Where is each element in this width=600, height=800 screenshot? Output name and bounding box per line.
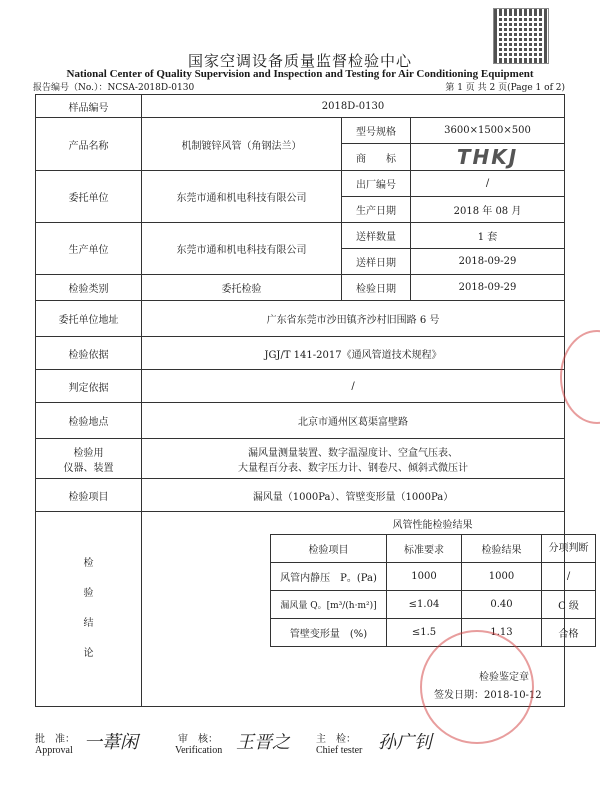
client-addr-label: 委托单位地址 xyxy=(36,301,142,337)
verify-cn: 审 核： xyxy=(178,734,218,745)
qty-label: 送样数量 xyxy=(342,223,411,249)
res-header-result: 检验结果 xyxy=(462,535,542,563)
qty-value: 1 套 xyxy=(411,223,565,249)
concl-char-3: 结 xyxy=(83,618,94,629)
res-cell: 合格 xyxy=(542,619,596,647)
model-value: 3600×1500×500 xyxy=(411,118,565,144)
basis-value: JGJ/T 141-2017《通风管道技术规程》 xyxy=(142,337,565,370)
res-cell: 1000 xyxy=(387,563,462,591)
res-cell: ≤1.5 xyxy=(387,619,462,647)
items-label: 检验项目 xyxy=(36,479,142,512)
res-cell: 管壁变形量 (%) xyxy=(271,619,387,647)
concl-char-4: 论 xyxy=(83,648,94,659)
equip-label xyxy=(36,439,142,479)
insp-date: 2018-09-29 xyxy=(411,275,565,301)
product-label: 产品名称 xyxy=(36,118,142,171)
items-value: 漏风量（1000Pa）、管壁变形量（1000Pa） xyxy=(142,479,565,512)
equip-label-line1: 检验用 xyxy=(73,447,104,459)
report-number: 报告编号（No.）：NCSA-2018D-0130 xyxy=(33,83,195,93)
res-cell: ≤1.04 xyxy=(387,591,462,619)
client-addr: 广东省东莞市沙田镇齐沙村旧围路 6 号 xyxy=(142,301,565,337)
factory-no: / xyxy=(411,171,565,197)
equip-label-line2: 仪器、装置 xyxy=(63,462,114,474)
judge-value: / xyxy=(142,370,565,403)
basis-label: 检验依据 xyxy=(36,337,142,370)
type-label: 检验类别 xyxy=(36,275,142,301)
verify-en: Verification xyxy=(175,745,223,756)
prod-date-label: 生产日期 xyxy=(342,197,411,223)
res-cell: C 级 xyxy=(542,591,596,619)
send-date-label: 送样日期 xyxy=(342,249,411,275)
place-value: 北京市通州区葛渠富壁路 xyxy=(142,403,565,439)
concl-char-1: 检 xyxy=(83,558,94,569)
brand-label: 商 标 xyxy=(342,144,411,171)
equip-value xyxy=(142,439,565,479)
verify-signature: 王晋之 xyxy=(236,732,290,753)
res-cell: 风管内静压 P。(Pa) xyxy=(271,563,387,591)
seal-stamp-right xyxy=(560,330,600,424)
sample-no-label: 样品编号 xyxy=(36,95,142,118)
sample-no: 2018D-0130 xyxy=(142,95,565,118)
res-header-std: 标准要求 xyxy=(387,535,462,563)
seal-stamp-inspection xyxy=(420,630,534,744)
conclusion-label xyxy=(36,512,142,707)
approve-signature: 一葦闲 xyxy=(84,732,138,753)
approve-cn: 批 准： xyxy=(35,734,75,745)
brand-logo: THKJ xyxy=(456,145,519,169)
res-header-item: 检验项目 xyxy=(271,535,387,563)
res-cell: / xyxy=(542,563,596,591)
results-table xyxy=(270,534,596,647)
results-title: 风管性能检验结果 xyxy=(392,520,473,531)
concl-char-2: 验 xyxy=(83,588,94,599)
tester-en: Chief tester xyxy=(316,745,363,756)
maker-label: 生产单位 xyxy=(36,223,142,275)
insp-date-label: 检验日期 xyxy=(342,275,411,301)
tester-signature: 孙广钊 xyxy=(378,732,432,753)
type-value: 委托检验 xyxy=(142,275,342,301)
page-number: 第 1 页 共 2 页(Page 1 of 2) xyxy=(445,83,565,93)
title-en: National Center of Quality Supervision and Inspection and Testing for Air Conditioning Equipment xyxy=(66,68,534,80)
place-label: 检验地点 xyxy=(36,403,142,439)
stamp-label: 检验鉴定章 xyxy=(479,672,529,683)
tester-cn: 主 检： xyxy=(316,734,356,745)
report-table xyxy=(35,94,589,707)
maker-name: 东莞市通和机电科技有限公司 xyxy=(142,223,342,275)
client-name: 东莞市通和机电科技有限公司 xyxy=(142,171,342,223)
model-label: 型号规格 xyxy=(342,118,411,144)
issue-date: 签发日期：2018-10-12 xyxy=(434,690,542,701)
res-cell: 1.13 xyxy=(462,619,542,647)
res-header-judge xyxy=(542,535,596,563)
client-label: 委托单位 xyxy=(36,171,142,223)
res-cell: 漏风量 Q。[m³/(h·m²)] xyxy=(271,591,387,619)
product-name: 机制镀锌风管（角钢法兰） xyxy=(142,118,342,171)
title-cn: 国家空调设备质量监督检验中心 xyxy=(187,52,412,70)
approve-en: Approval xyxy=(35,745,73,756)
prod-date: 2018 年 08 月 xyxy=(411,197,565,223)
res-header-judge-text: 分项判断 xyxy=(548,542,589,554)
factory-no-label: 出厂编号 xyxy=(342,171,411,197)
judge-label: 判定依据 xyxy=(36,370,142,403)
send-date: 2018-09-29 xyxy=(411,249,565,275)
res-cell: 0.40 xyxy=(462,591,542,619)
equip-line1: 漏风量测量装置、数字温湿度计、空盒气压表、 xyxy=(248,447,458,459)
res-cell: 1000 xyxy=(462,563,542,591)
equip-line2: 大量程百分表、数字压力计、钢卷尺、倾斜式微压计 xyxy=(238,462,468,474)
